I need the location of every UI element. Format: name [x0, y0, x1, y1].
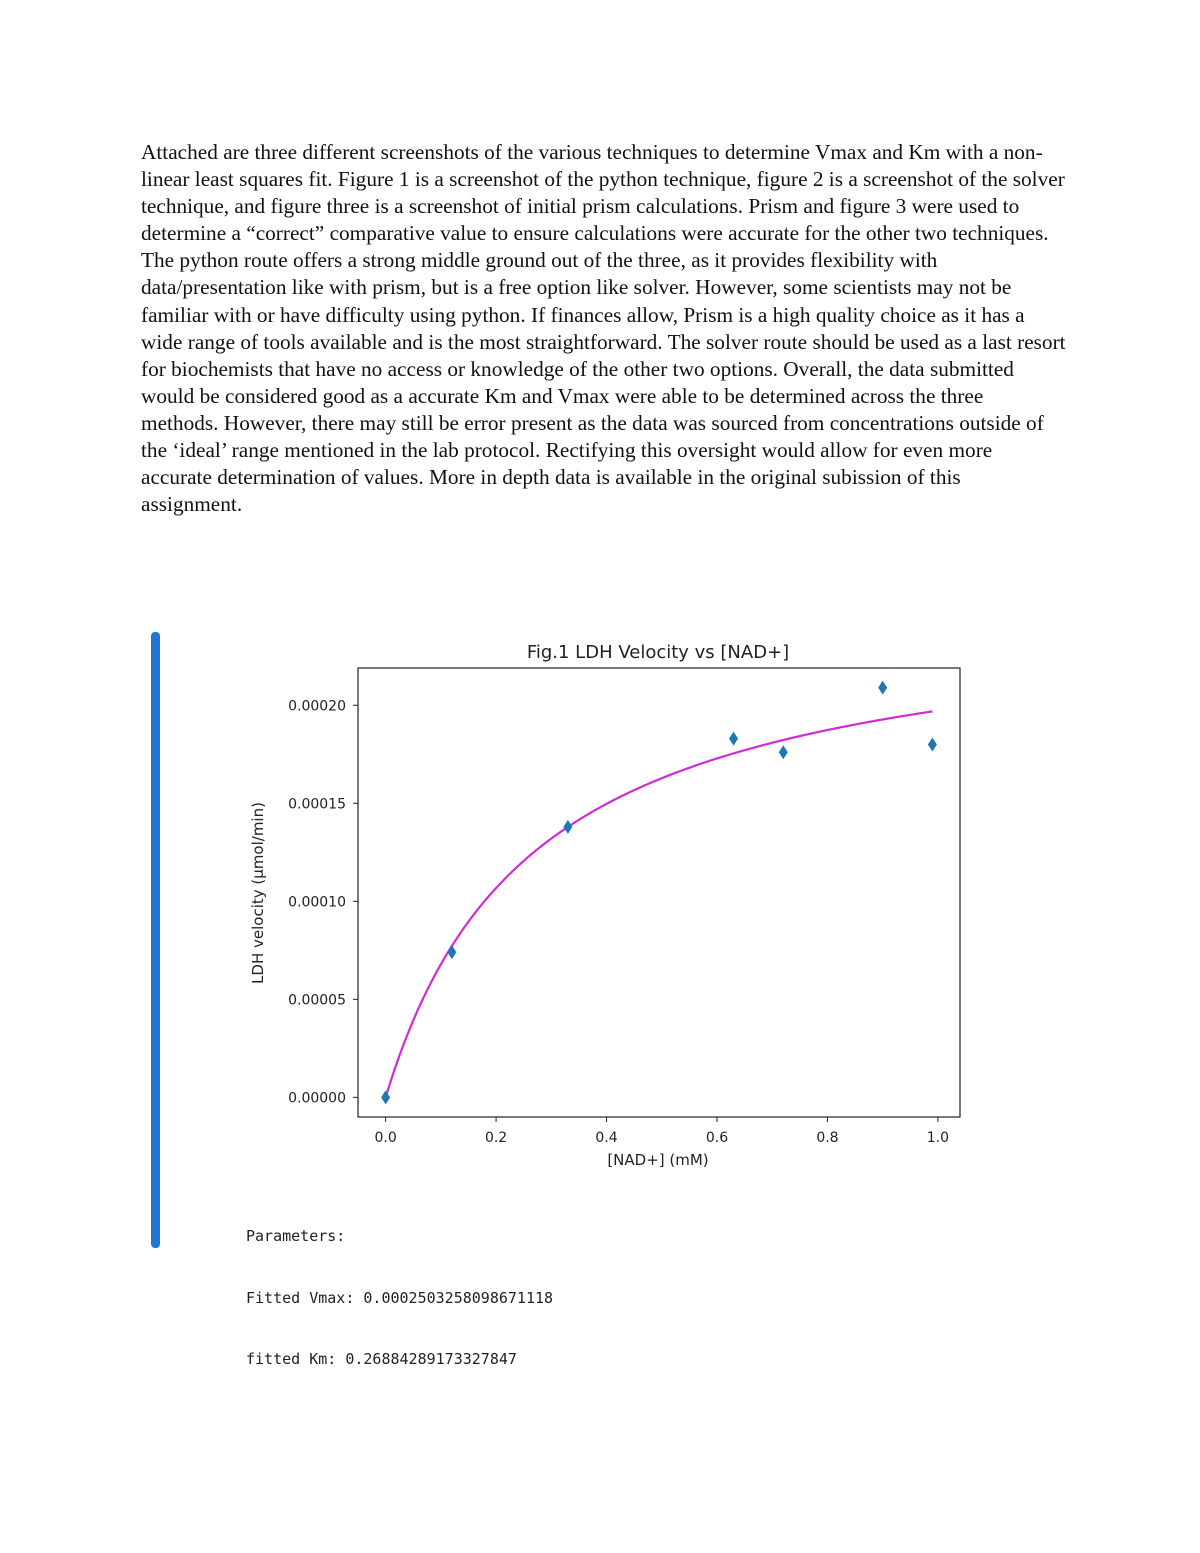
x-tick-label: 0.2: [484, 1130, 508, 1146]
body-paragraph: Attached are three different screenshots of the various techniques to determine Vmax and Km with a non-linear least squares fit. Figure 1 is a screenshot of the python technique, figure 2 is a screenshot of the solver technique, and figure three is a screenshot of initial prism calculations. Prism and figure 3 were used to determine a “correct” comparative value to ensure calculations were accurate for the other two techniques. The python route offers a strong middle ground out of the three, as it provides flexibility with data/presentation like with prism, but is a free option like solver. However, some scientists may not be familiar with or have difficulty using python. If finances allow, Prism is a high quality choice as it has a wide range of tools available and is the most straightforward. The solver route should be used as a last resort for biochemists that have no access or knowledge of the other two options. Overall, the data submitted would be considered good as a accurate Km and Vmax were able to be determined across the three methods. However, there may still be error present as the data was sourced from concentrations outside of the ‘ideal’ range mentioned in the lab protocol. Rectifying this oversight would allow for even more accurate determination of values. More in depth data is available in the original subission of this assignment.: [141, 140, 1066, 517]
x-tick-label: 0.4: [595, 1130, 618, 1146]
x-axis-label: [NAD+] (mM): [607, 1151, 709, 1169]
y-tick-label: 0.00020: [288, 698, 346, 715]
y-tick-label: 0.00000: [288, 1090, 346, 1107]
data-point: [928, 737, 937, 751]
chart-title: Fig.1 LDH Velocity vs [NAD+]: [526, 642, 790, 663]
y-axis-ticks: [288, 698, 358, 1106]
x-tick-label: 1.0: [926, 1130, 950, 1146]
data-point: [729, 732, 738, 746]
fit-parameters-output: [246, 1185, 553, 1390]
x-tick-label: 0.0: [374, 1130, 397, 1146]
data-point: [563, 820, 572, 834]
data-point: [447, 945, 456, 959]
y-tick-label: 0.00010: [288, 894, 346, 911]
data-point: [878, 681, 887, 695]
fitted-vmax-line: Fitted Vmax: 0.0002503258098671118: [246, 1288, 554, 1307]
parameters-header: Parameters:: [246, 1227, 346, 1245]
fit-curve: [386, 711, 933, 1097]
y-tick-label: 0.00005: [288, 992, 346, 1009]
data-point: [779, 745, 788, 759]
plot-frame: [358, 668, 960, 1117]
fitted-km-line: fitted Km: 0.26884289173327847: [246, 1350, 517, 1368]
x-tick-label: 0.6: [705, 1130, 729, 1146]
y-tick-label: 0.00015: [288, 796, 346, 813]
data-points: [381, 681, 937, 1105]
x-tick-label: 0.8: [816, 1130, 839, 1146]
data-point: [381, 1090, 390, 1104]
y-axis-label: LDH velocity (μmol/min): [249, 802, 267, 984]
x-axis-ticks: [374, 1117, 949, 1146]
